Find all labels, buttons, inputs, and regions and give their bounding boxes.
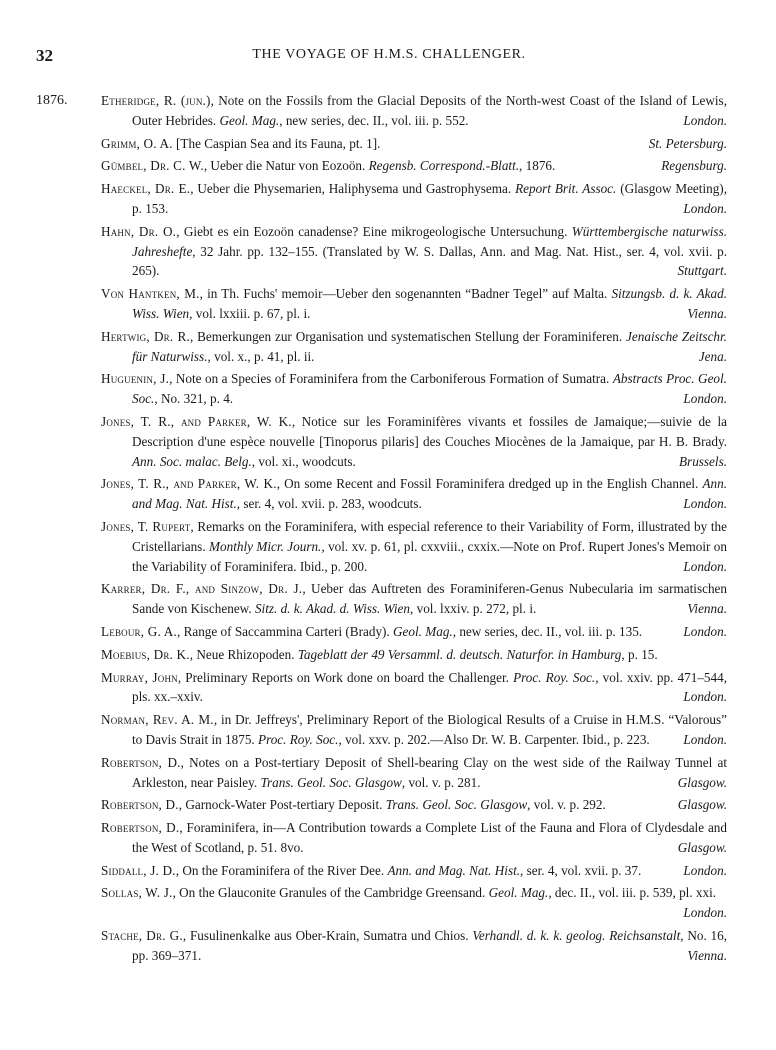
entry-place: London. <box>683 731 727 747</box>
entry-title: , Range of Saccammina Carteri (Brady). <box>176 623 394 639</box>
bibliography-entry <box>101 179 727 219</box>
entry-place: London. <box>683 391 727 407</box>
bibliography-entry <box>101 579 727 619</box>
entry-title: , Neue Rhizopoden. <box>189 646 298 662</box>
entry-details: , vol. xi., woodcuts. <box>251 453 356 469</box>
entry-details: , vol. v. p. 281. <box>401 774 481 790</box>
entry-details: , ser. 4, vol. xvii. p. 37. <box>520 862 642 878</box>
entry-title: , Preliminary Reports on Work done on board the Challenger. <box>177 669 514 685</box>
entry-details: , dec. II., vol. iii. p. 539, pl. xxi. <box>548 885 717 901</box>
bibliography-entry <box>101 883 727 923</box>
entry-details: , vol. xxiv. pp. 471–544, pls. xx.–xxiv. <box>132 669 727 705</box>
entry-place: Vienna. <box>687 947 727 963</box>
entry-details: , vol. lxxiv. p. 272, pl. i. <box>410 601 537 617</box>
entry-journal: Tageblatt der 49 Versamml. d. deutsch. Naturfor. in Hamburg <box>297 646 622 662</box>
bibliography-entry <box>101 134 727 154</box>
entry-details: , vol. xxv. p. 202.—Also Dr. W. B. Carpenter. Ibid., p. 223. <box>338 731 650 747</box>
entry-place: London. <box>683 200 727 216</box>
bibliography-entry <box>101 369 727 409</box>
entry-title: , Foraminifera, in—A Contribution towards a Complete List of the Fauna and Flora of Clydesdale and the West of Scotland, p. 51. 8vo. <box>132 820 727 855</box>
bibliography-entry <box>101 222 727 281</box>
entry-title: [The Caspian Sea and its Fauna, pt. 1]. <box>172 135 381 151</box>
entry-journal: Jenaische Zeitschr. für Naturwiss. <box>132 328 727 364</box>
entry-title: , Ueber die Natur von Eozoön. <box>203 158 369 174</box>
entry-journal: Geol. Mag. <box>488 885 549 901</box>
entry-details: , new series, dec. II., vol. iii. p. 552. <box>279 112 469 128</box>
bibliography-entry <box>101 795 727 815</box>
entry-title: , Note on the Fossils from the Glacial Deposits of the North-west Coast of the Island of Lewis, Outer Hebrides. <box>132 93 727 128</box>
bibliography-entry <box>101 517 727 576</box>
bibliography-entry <box>101 753 727 793</box>
entry-journal: Proc. Roy. Soc. <box>513 669 596 685</box>
entry-title: , Giebt es ein Eozoön canadense? Eine mikrogeologische Untersuchung. <box>176 223 572 239</box>
entry-details: , new series, dec. II., vol. iii. p. 135. <box>452 623 643 639</box>
bibliography-list <box>101 91 727 969</box>
entry-details: , p. 15. <box>621 646 658 662</box>
entry-author: Robertson, D. <box>101 754 181 770</box>
entry-details: , vol. v. p. 292. <box>527 797 606 813</box>
entry-title: , Fusulinenkalke aus Ober-Krain, Sumatra und Chios. <box>182 928 473 944</box>
entry-journal: Monthly Micr. Journ. <box>209 538 322 554</box>
entry-place: Vienna. <box>687 305 727 321</box>
entry-author: Jones, T. R., and Parker, W. K. <box>101 476 277 492</box>
entry-journal: Trans. Geol. Soc. Glasgow <box>385 797 528 813</box>
bibliography-entry <box>101 818 727 858</box>
entry-place: Brussels. <box>679 453 727 469</box>
entry-place: London. <box>683 558 727 574</box>
bibliography-entry <box>101 622 727 642</box>
entry-journal: Ann. and Mag. Nat. Hist. <box>387 862 521 878</box>
entry-journal: Abstracts Proc. Geol. Soc. <box>132 371 727 407</box>
entry-author: Robertson, D. <box>101 820 180 836</box>
entry-author: Siddall, J. D. <box>101 862 176 878</box>
entry-details: , No. 16, pp. 369–371. <box>132 928 727 963</box>
entry-title: , Bemerkungen zur Organisation und systematischen Stellung der Foraminiferen. <box>189 328 627 344</box>
entry-author: Moebius, Dr. K. <box>101 646 190 662</box>
entry-details: , vol. x., p. 41, pl. ii. <box>207 348 315 364</box>
bibliography-entry <box>101 861 727 881</box>
bibliography-entry <box>101 710 727 750</box>
entry-author: Lebour, G. A. <box>101 623 177 639</box>
entry-author: Huguenin, J. <box>101 371 170 387</box>
entry-place: Regensburg. <box>661 158 727 174</box>
entry-details: , No. 321, p. 4. <box>154 391 234 407</box>
entry-journal: Trans. Geol. Soc. Glasgow <box>260 774 402 790</box>
entry-title: , Remarks on the Foraminifera, with especial reference to their Variability of Form, illustrated by the Cristellarians. <box>132 518 727 554</box>
bibliography-entry <box>101 668 727 708</box>
page-number: 32 <box>36 46 53 65</box>
entry-author: Murray, John <box>101 669 178 685</box>
entry-title: , in Th. Fuchs' memoir—Ueber den sogenannten “Badner Tegel” auf Malta. <box>199 286 612 302</box>
entry-details: , vol. xv. p. 61, pl. cxxviii., cxxix.—Note on Prof. Rupert Jones's Memoir on the Variability of Foraminifera. Ibid., p. 200. <box>132 538 727 574</box>
entry-author: Norman, Rev. A. M. <box>101 712 214 728</box>
entry-author: Karrer, Dr. F., and Sinzow, Dr. J. <box>101 581 303 597</box>
entry-place: London. <box>683 689 727 705</box>
entry-journal: Proc. Roy. Soc. <box>258 731 339 747</box>
running-title: THE VOYAGE OF H.M.S. CHALLENGER. <box>252 47 526 62</box>
entry-title: , On the Glauconite Granules of the Cambridge Greensand. <box>172 885 489 901</box>
bibliography-entry <box>101 156 727 176</box>
entry-place: St. Petersburg. <box>648 135 727 151</box>
bibliography-entry <box>101 474 727 514</box>
bibliography-entry <box>101 412 727 471</box>
entry-journal: Geol. Mag. <box>219 112 280 128</box>
bibliography-entry <box>101 91 727 131</box>
entry-title: , Garnock-Water Post-tertiary Deposit. <box>178 797 386 813</box>
entry-place: Glasgow. <box>677 797 727 813</box>
entry-journal: Report Brit. Assoc. <box>515 181 617 197</box>
entry-author: Gümbel, Dr. C. W. <box>101 158 204 174</box>
entry-place: Glasgow. <box>677 774 727 790</box>
entry-journal: Ann. Soc. malac. Belg. <box>132 453 252 469</box>
entry-journal: Geol. Mag. <box>393 623 453 639</box>
entry-place: Glasgow. <box>677 839 727 855</box>
year-label: 1876. <box>36 93 68 108</box>
entry-title: , Ueber die Physemarien, Haliphysema und Gastrophysema. <box>190 181 516 197</box>
entry-place: Jena. <box>698 348 727 364</box>
entry-details: , vol. lxxiii. p. 67, pl. i. <box>189 305 311 321</box>
entry-author: Stache, Dr. G. <box>101 928 183 944</box>
bibliography-entry <box>101 926 727 966</box>
entry-author: Robertson, D. <box>101 797 179 813</box>
entry-author: Von Hantken, M. <box>101 286 200 302</box>
entry-journal: Sitzungsb. d. k. Akad. Wiss. Wien <box>132 286 727 321</box>
entry-author: Haeckel, Dr. E. <box>101 181 191 197</box>
entry-details: , 1876. <box>519 158 556 174</box>
entry-journal: Regensb. Correspond.-Blatt. <box>368 158 520 174</box>
bibliography-entry <box>101 645 727 665</box>
entry-journal: Ann. and Mag. Nat. Hist. <box>132 476 727 512</box>
entry-place: London. <box>683 862 727 878</box>
entry-title: , On the Foraminifera of the River Dee. <box>175 862 388 878</box>
entry-author: Sollas, W. J. <box>101 885 173 901</box>
page-header <box>36 46 742 72</box>
entry-details: , 32 Jahr. pp. 132–155. (Translated by W. S. Dallas, Ann. and Mag. Nat. Hist., ser. 4, vol. xvii. p. 265). <box>132 243 727 279</box>
bibliography-entry <box>101 327 727 367</box>
entry-title: , in Dr. Jeffreys', Preliminary Report of the Biological Results of a Cruise in H.M.S. “Valorous” to Davis Strait in 1875. <box>132 712 727 747</box>
entry-details: (Glasgow Meeting), p. 153. <box>132 181 727 216</box>
entry-author: Etheridge, R. (jun.) <box>101 93 211 108</box>
entry-author: Grimm, O. A. <box>101 135 173 151</box>
entry-journal: Sitz. d. k. Akad. d. Wiss. Wien <box>254 601 411 617</box>
entry-title: , Notes on a Post-tertiary Deposit of Shell-bearing Clay on the west side of the Railway Tunnel at Arkleston, near Paisley. <box>132 754 727 790</box>
entry-journal: Württembergische naturwiss. Jahreshefte <box>132 223 727 259</box>
entry-place: London. <box>683 905 727 921</box>
entry-place: London. <box>683 496 727 512</box>
entry-author: Hahn, Dr. O. <box>101 223 177 239</box>
entry-journal: Verhandl. d. k. k. geolog. Reichsanstalt <box>472 928 681 944</box>
entry-title: , On some Recent and Fossil Foraminifera dredged up in the English Channel. <box>276 476 703 492</box>
entry-details: , ser. 4, vol. xvii. p. 283, woodcuts. <box>236 496 422 512</box>
entry-author: Jones, T. R., and Parker, W. K. <box>101 413 292 429</box>
entry-place: London. <box>683 623 727 639</box>
entry-title: , Notice sur les Foraminifères vivants et fossiles de Jamaique;—suivie de la Description d'une espèce nouvelle [Tinoporus pilaris] des Couches Miocènes de la Jamaique, par H. B. Brady. <box>132 413 727 449</box>
entry-author: Jones, T. Rupert <box>101 518 191 534</box>
entry-author: Hertwig, Dr. R. <box>101 328 190 344</box>
entry-title: , Ueber das Auftreten des Foraminiferen-Genus Nubecularia im sarmatischen Sande von Kischenew. <box>132 581 727 617</box>
entry-place: London. <box>683 112 727 128</box>
entry-place: Vienna. <box>687 601 727 617</box>
entry-place: Stuttgart. <box>677 263 727 279</box>
entry-title: , Note on a Species of Foraminifera from the Carboniferous Formation of Sumatra. <box>169 371 613 387</box>
bibliography-entry <box>101 284 727 324</box>
